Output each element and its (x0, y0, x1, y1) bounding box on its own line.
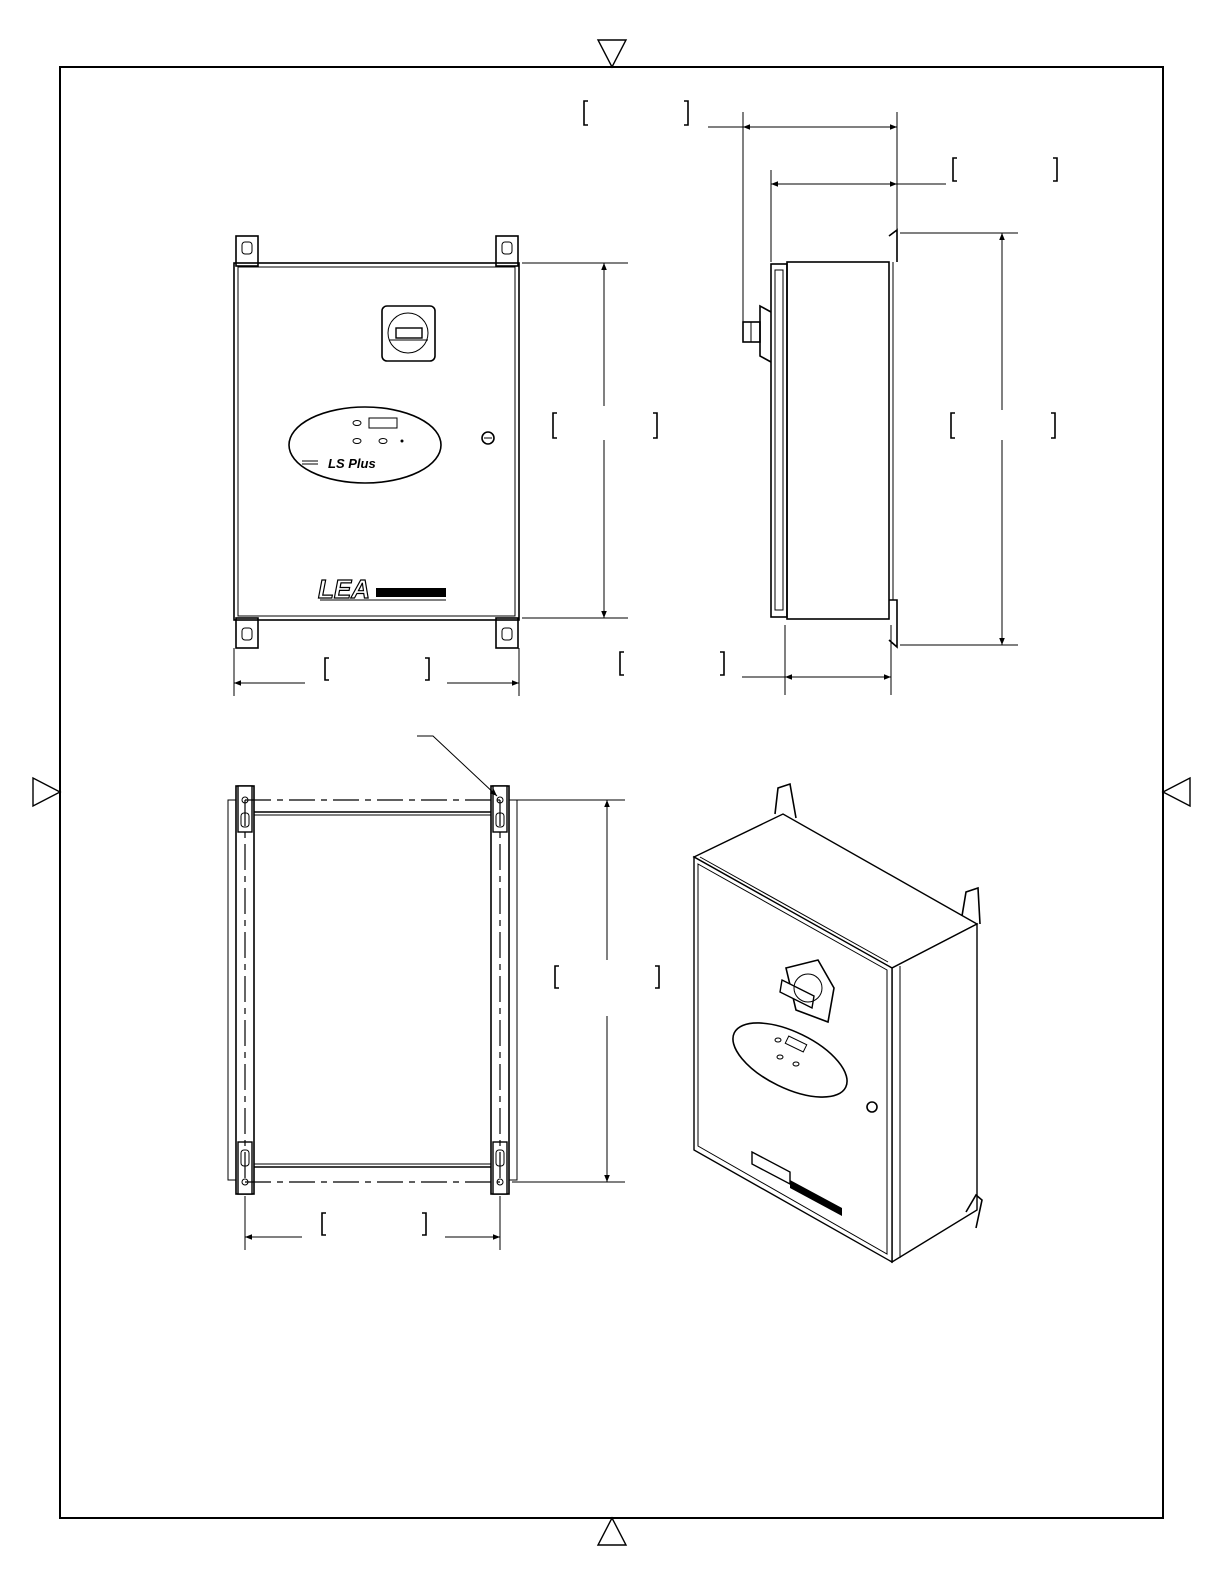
bottom-center-marker (598, 1518, 626, 1545)
top-center-marker (598, 40, 626, 67)
isometric-view (694, 784, 982, 1262)
right-center-marker (1163, 778, 1190, 806)
overall-depth-dimension (584, 101, 897, 322)
enclosure-side (787, 262, 889, 619)
mounting-height-dimension (512, 800, 659, 1182)
side-view (584, 101, 1057, 695)
mounting-tab (496, 236, 518, 266)
control-panel-label (289, 407, 441, 483)
mounting-tab (236, 236, 258, 266)
product-name: LS Plus (328, 456, 376, 471)
body-depth-dimension (771, 158, 1057, 262)
door-lock-icon (482, 432, 494, 444)
flange-height-dimension (900, 233, 1055, 645)
brand-logo (318, 574, 446, 604)
brand-name: LEA (318, 574, 370, 604)
left-center-marker (33, 778, 60, 806)
front-view (234, 236, 657, 696)
mounting-view (228, 736, 659, 1250)
side-depth-dimension (620, 625, 891, 695)
enclosure-door (234, 263, 519, 620)
disconnect-switch (382, 306, 435, 361)
disconnect-handle (743, 306, 771, 362)
mounting-tab (236, 618, 258, 648)
width-dimension (234, 648, 519, 696)
mounting-width-dimension (245, 1196, 500, 1250)
height-dimension (522, 263, 657, 618)
sheet-border (60, 67, 1163, 1518)
mounting-tab (496, 618, 518, 648)
hole-leader (417, 736, 497, 796)
